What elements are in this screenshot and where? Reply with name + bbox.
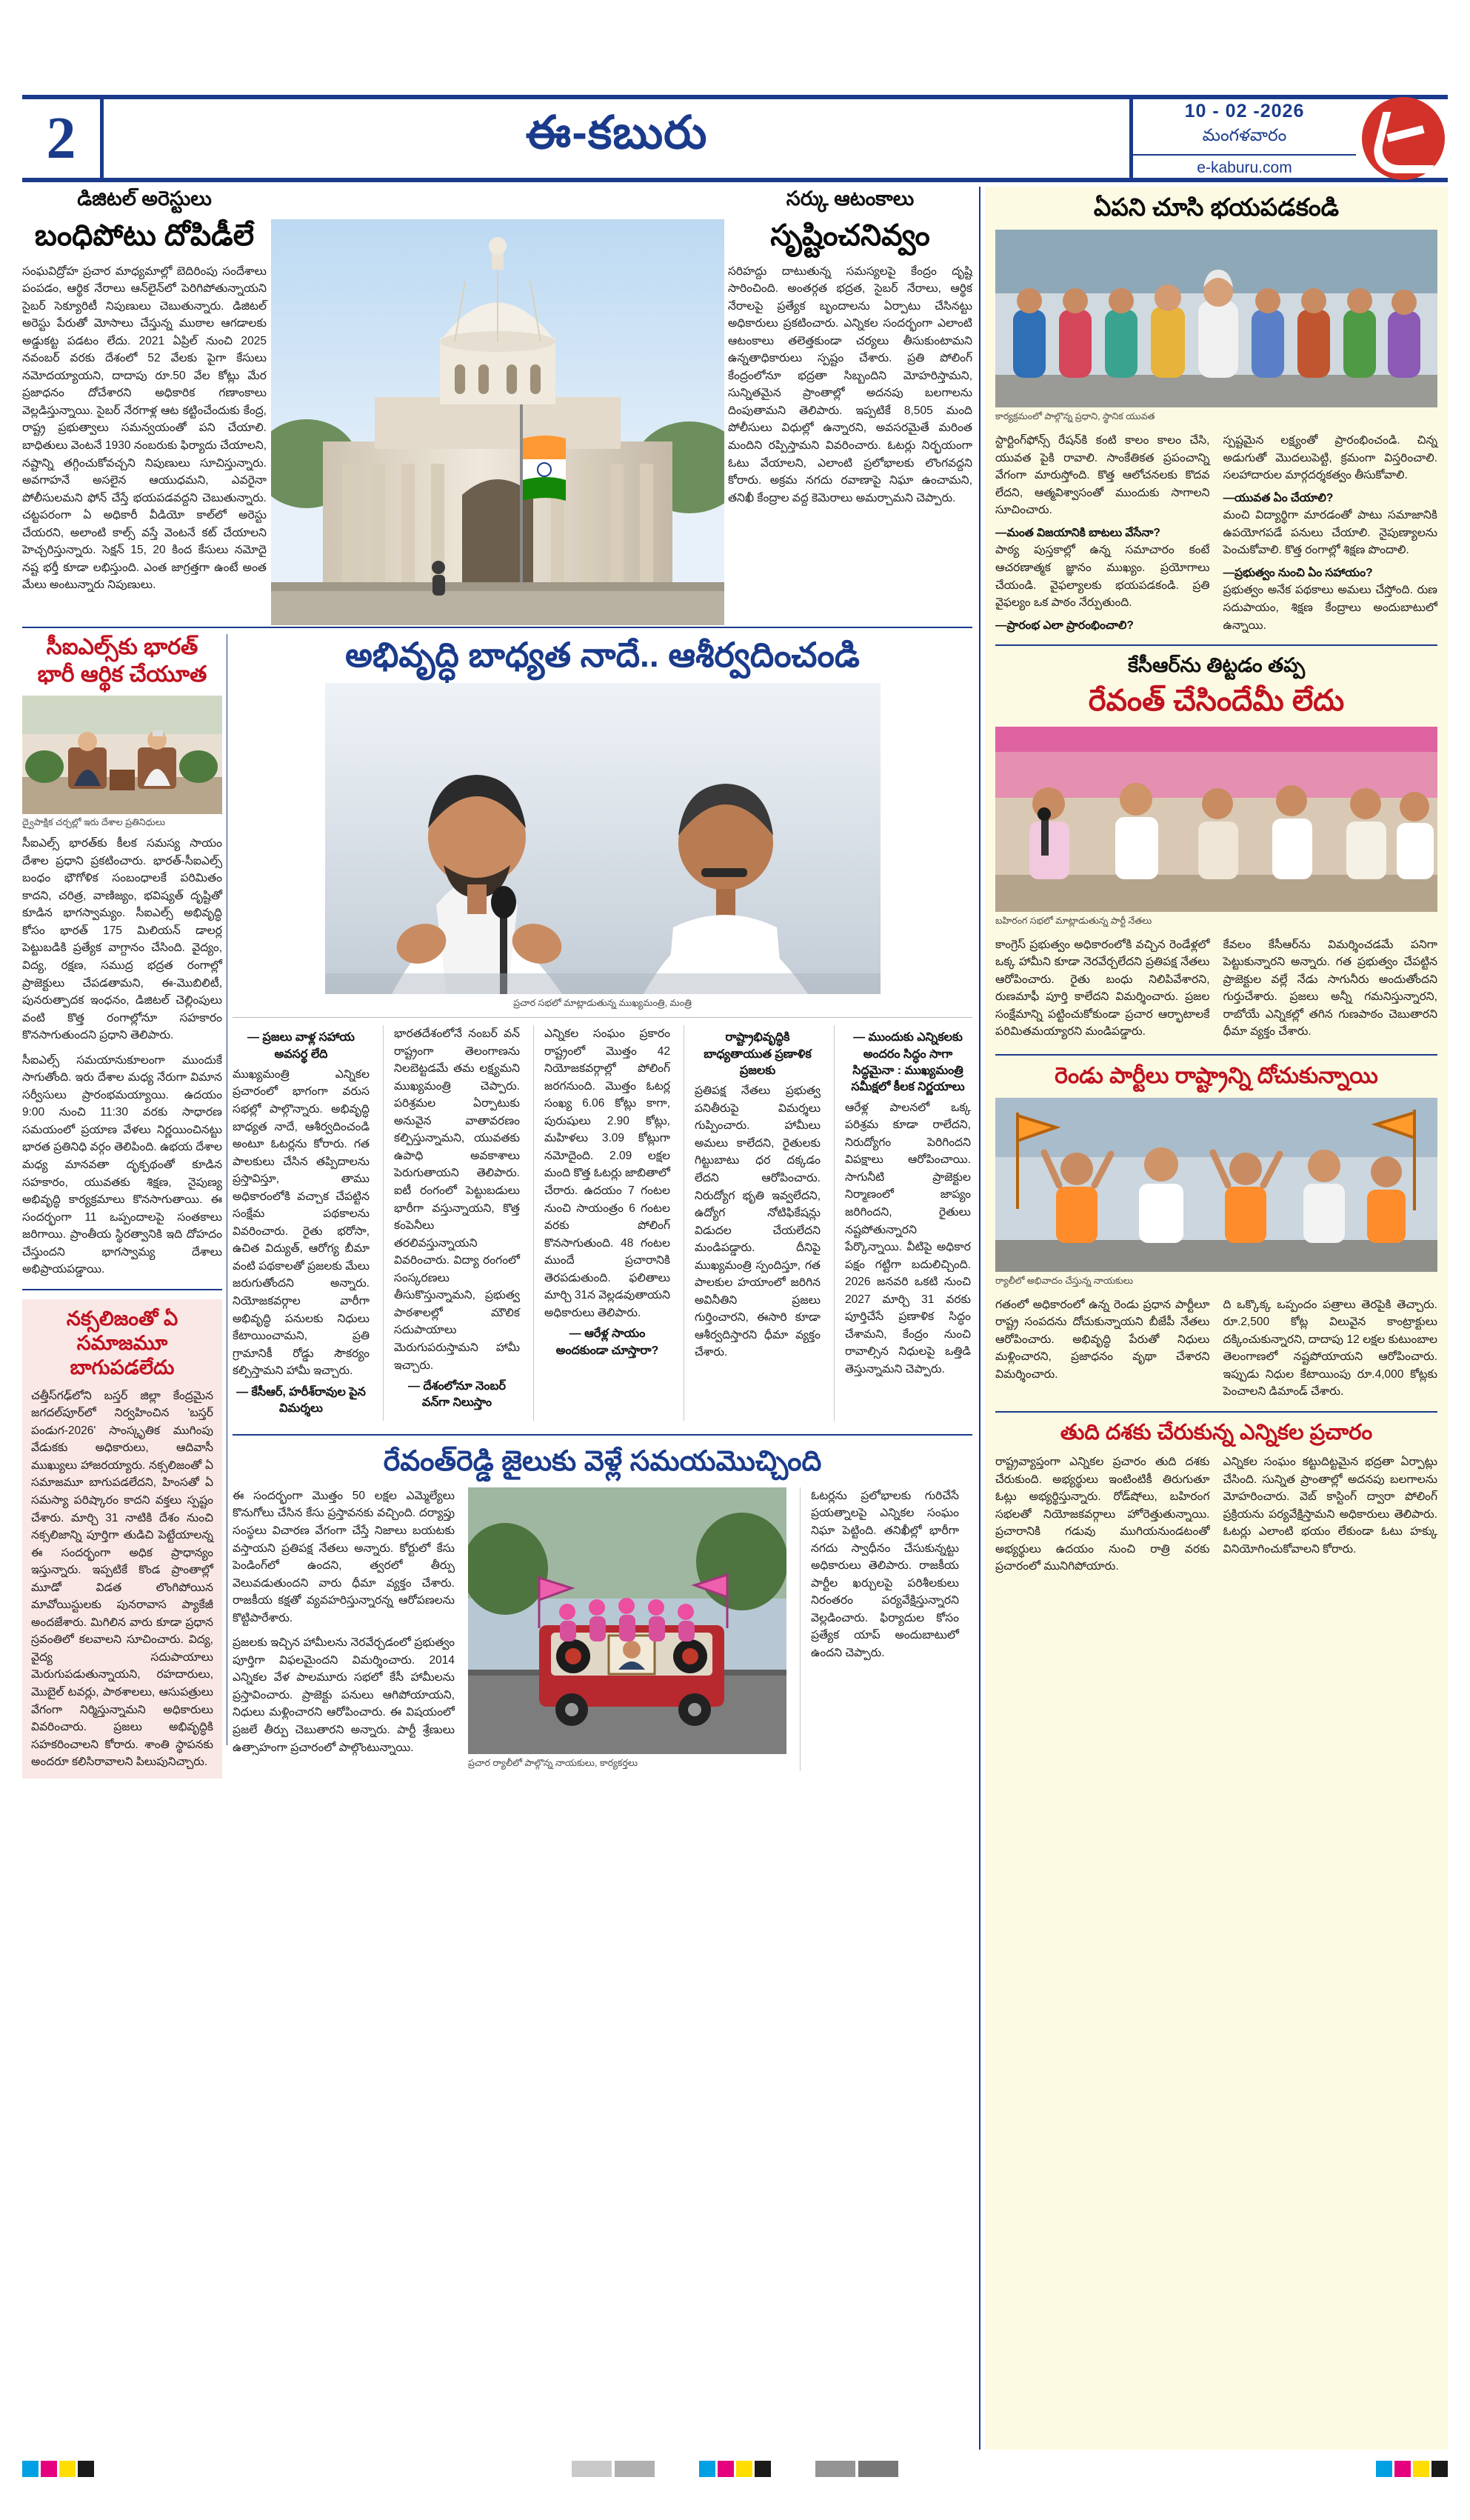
main-sub-4: — ఆరేళ్ల సాయం అందకుండా చూస్తారా? — [555, 1327, 659, 1357]
kcr-kicker: కేసీఆర్‌ను తిట్టడం తప్ప — [1127, 654, 1306, 677]
jail-body-3: ఓటర్లను ప్రలోభాలకు గురిచేసే ప్రయత్నాలపై ఎన్నికల సంఘం నిఘా పెట్టింది. తనిఖీల్లో భారీగా నగదు స్వాధీనం చేసుకున్నట్టు అధికారులు తెలిపారు. రాజకీయ పార్టీల ఖర్చులపై పరిశీలకులు నిరంతరం పర్యవేక్షిస్తున్నారని వెల్లడించారు. ఫిర్యాదుల కోసం ప్రత్యేక యాప్ అందుబాటులో ఉందని చెప్పారు. — [811, 1489, 959, 1659]
digital-arrest-headline: బంధిపోటు దోపిడీలే — [34, 219, 255, 252]
two-parties-body-1: గతంలో అధికారంలో ఉన్న రెండు ప్రధాన పార్టీలూ రాష్ట్ర సంపదను దోచుకున్నాయని బీజేపీ నేతలు ఆరోపించారు. అభివృద్ధి పేరుతో నిధులు మళ్లించారని, ప్రజాధనం వృథా చేశారని విమర్శించారు. — [995, 1298, 1210, 1381]
naxal-body: చత్తీస్‌గఢ్‌లోని బస్తర్ జిల్లా కేంద్రమైన జగదల్‌పూర్‌లో నిర్వహించిన 'బస్తర్ పండుగ-2026' సాంస్కృతిక ముగింపు వేడుకకు అధికారులు, ఆదివాసీ ముఖ్యులు హాజరయ్యారు. నక్సలిజంతో ఏ సమాజమూ బాగుపడలేదని, హింసతో ఏ సమస్యా పరిష్కారం కాదని వక్తలు స్పష్టం చేశారు. మార్చి 31 నాటికి దేశం నుంచి నక్సలిజాన్ని పూర్తిగా తుడిచి పెట్టేయాలన్న ఈ సందర్భంగా అధిక ప్రాధాన్యం ఇస్తున్నారు. ఇప్పటికే కొండ ప్రాంతాల్లో మూడో విడత లొంగిపోయిన మావోయిస్టులకు పునరావాస ప్యాకేజీ అందజేశారు. మిగిలిన వారు కూడా ప్రధాన స్రవంతిలో కలవాలని సూచించారు. విద్య, వైద్య సదుపాయాలు మెరుగుపడుతున్నాయని, రహదారులు, మొబైల్ టవర్లు, పాఠశాలలు, ఆసుపత్రులు వేగంగా నిర్మిస్తున్నామని అధికారులు వివరించారు. ప్రజలు అభివృద్ధికి సహకరించాలని కోరారు. శాంతి స్థాపనకు అందరూ కలిసిరావాలని పిలుపునిచ్చారు. — [31, 1389, 213, 1769]
publication-day: మంగళవారం — [1202, 124, 1287, 144]
top-section — [22, 187, 972, 625]
kcr-criticism-story — [995, 653, 1437, 1044]
divider-main-2 — [233, 1434, 972, 1436]
youth-qa-columns — [995, 432, 1437, 634]
two-parties-photo-caption: ర్యాలీలో అభివాదం చేస్తున్న నాయకులు — [995, 1275, 1133, 1286]
jail-col-1 — [233, 1487, 455, 1771]
naxal-headline-line2: బాగుపడలేదు — [70, 1356, 175, 1379]
public-meeting-photo — [995, 727, 1437, 912]
page-number-box — [22, 99, 104, 178]
divider-right-3 — [995, 1411, 1437, 1413]
civils-headline-line2: భారీ ఆర్థిక చేయూత — [37, 661, 207, 687]
swatch-yellow-3 — [1413, 2461, 1429, 2477]
jail-body-2: ప్రజలకు ఇచ్చిన హామీలను నెరవేర్చడంలో ప్రభుత్వం పూర్తిగా విఫలమైందని విమర్శించారు. 2014 ఎన్నికల వేళ పాలమూరు సభలో కేసీ హామీలను ప్రస్తావించారు. ప్రాజెక్టు పనులు ఆగిపోయాయని, నిధులు మళ్లించారని ఆరోపించారు. ఈ విషయంలో ప్రజలే తీర్పు చెబుతారని అన్నారు. పార్టీ శ్రేణులు ఉత్సాహంగా ప్రచారంలో పాల్గొంటున్నాయి. — [233, 1636, 455, 1754]
kcr-body-1: కాంగ్రెస్ ప్రభుత్వం అధికారంలోకి వచ్చిన రెండేళ్లలో ఒక్క హామీని కూడా నెరవేర్చలేదని ప్రతిపక్ష నేతలు ఆరోపించారు. రైతు బంధు నిలిపివేశారని, రుణమాఫీ పూర్తి కాలేదని విమర్శించారు. ప్రజల సంక్షేమాన్ని పట్టించుకోకుండా ప్రచార ఆర్భాటాలకే పరిమితమయ్యారని మండిపడ్డారు. — [995, 938, 1210, 1039]
main-col-2 — [383, 1025, 520, 1420]
gradient-step-3 — [815, 2461, 855, 2477]
jail-headline: రేవంత్‌రెడ్డి జైలుకు వెళ్లే సమయమొచ్చింది — [383, 1445, 822, 1477]
main-story-caption: ప్రచార సభలో మాట్లాడుతున్న ముఖ్యమంత్రి, మంత్రి — [513, 998, 692, 1009]
main-story-columns — [233, 1025, 972, 1420]
swatch-cyan-2 — [699, 2461, 715, 2477]
jail-body-1: ఈ సందర్భంగా మొత్తం 50 లక్షల ఎమ్మెల్యేలు కొనుగోలు చేసిన కేసు ప్రస్తావనకు వచ్చింది. దర్యాప్తు సంస్థలు విచారణ వేగంగా చేస్తే నిజాలు బయటకు వస్తాయని ప్రతిపక్ష నేతలు అన్నారు. కోర్టులో కేసు పెండింగ్‌లో ఉందని, త్వరలో తీర్పు వెలువడుతుందని వారు ధీమా వ్యక్తం చేశారు. రాజకీయ కక్షతో వ్యవహరిస్తున్నారన్న ఆరోపణలను కొట్టిపారేశారు. — [233, 1489, 455, 1624]
main-col-5 — [834, 1025, 971, 1420]
swoosh-logo-icon — [1362, 97, 1445, 180]
rally-photo — [468, 1487, 786, 1754]
civils-body-1: సీఐఎల్స్ భారత్‌కు కీలక సమస్య సాయం దేశాల ప్రధాని ప్రకటించారు. భారత్-సీఐఎల్స్ బంధం భౌగోళిక సంబంధాలకే పరిమితం కాదని, చరిత్ర, వాణిజ్యం, భవిష్యత్ దృష్టితో కూడిన భాగస్వామ్యం. సీఐఎల్స్ అభివృద్ధి కోసం భారత్ 175 మిలియన్ డాలర్ల పెట్టుబడికి ప్రత్యేక వాగ్దానం చేసింది. వైద్యం, విద్య, రక్షణ, సముద్ర భద్రత రంగాల్లో ప్రాజెక్టులు చేపడతామని, ఈ-మొబిలిటీ, పునరుత్పాదక ఇంధనం, డిజిటల్ చెల్లింపులు వంటి కొత్త రంగాల్లోనూ సహకారం కొనసాగుతుందని ప్రధాని తెలిపారు. — [22, 837, 222, 1042]
swatch-cyan-3 — [1376, 2461, 1392, 2477]
campaign-headline: తుది దశకు చేరుకున్న ఎన్నికల ప్రచారం — [1060, 1420, 1373, 1444]
swatch-black — [78, 2461, 94, 2477]
kcr-body-columns — [995, 936, 1437, 1044]
main-body-2: భారతదేశంలోనే నంబర్ వన్ రాష్ట్రంగా తెలంగాణను నిలబెట్టడమే తమ లక్ష్యమని ముఖ్యమంత్రి చెప్పారు. పరిశ్రమల ఏర్పాటుకు అనువైన వాతావరణం కల్పిస్తున్నామని, యువతకు ఉపాధి అవకాశాలు పెరుగుతాయని తెలిపారు. ఐటీ రంగంలో పెట్టుబడులు భారీగా వస్తున్నాయని, కొత్త కంపెనీలు తరలివస్తున్నాయని వివరించారు. విద్యా రంగంలో సంస్కరణలు తీసుకొస్తున్నామని, ప్రభుత్వ పాఠశాలల్లో మౌలిక సదుపాయాలు మెరుగుపరుస్తామని హామీ ఇచ్చారు. — [394, 1027, 520, 1372]
date-block — [1133, 101, 1362, 177]
swatch-cyan — [22, 2461, 39, 2477]
campaign-final-story — [995, 1420, 1437, 1589]
youth-q2: —ప్రారంభ ఎలా ప్రారంభించాలి? — [995, 619, 1134, 632]
campaign-body-2: ఎన్నికల సంఘం కట్టుదిట్టమైన భద్రతా ఏర్పాట్లు చేసింది. సున్నిత ప్రాంతాల్లో అదనపు బలగాలను మోహరించారు. వెబ్ కాస్టింగ్ ద్వారా పోలింగ్ ప్రక్రియను పర్యవేక్షిస్తామని అధికారులు తెలిపారు. ఓటర్లు ఎలాంటి భయం లేకుండా ఓటు హక్కు వినియోగించుకోవాలని కోరారు. — [1223, 1456, 1437, 1556]
youth-story — [995, 187, 1437, 634]
main-col-4 — [684, 1025, 821, 1420]
main-col-3 — [533, 1025, 670, 1420]
border-security-body: సరిహద్దు దాటుతున్న సమస్యలపై కేంద్రం దృష్టి సారించింది. అంతర్గత భద్రత, సైబర్ నేరాలు, ఆర్థిక నేరాలపై ప్రత్యేక బృందాలను ఏర్పాటు చేసినట్టు అధికారులు ప్రకటించారు. ఎన్నికల సందర్భంగా ఎలాంటి ఆటంకాలు తలెత్తకుండా చర్యలు తీసుకుంటామని ఉన్నతాధికారులు స్పష్టం చేశారు. ప్రతి పోలింగ్ కేంద్రంలోనూ భద్రతా సిబ్బందిని మోహరిస్తామని, సున్నితమైన ప్రాంతాల్లో అదనపు బలగాలను దింపుతామని తెలిపారు. ఇప్పటికే 8,505 మంది పోలీసులు విధుల్లో ఉన్నారని, అవసరమైతే మరింత మందిని రప్పిస్తామని వివరించారు. ఓటర్లు నిర్భయంగా ఓటు వేయాలని, ఎలాంటి ప్రలోభాలకు లొంగవద్దని కోరారు. అక్రమ నగదు రవాణాపై నిఘా ఉంచామని, తనిఖీ కేంద్రాల వద్ద కెమెరాలు అమర్చామని చెప్పారు. — [728, 264, 972, 504]
digital-arrest-kicker: డిజిటల్ అరెస్టులు — [77, 187, 212, 210]
two-parties-headline: రెండు పార్టీలు రాష్ట్రాన్ని దోచుకున్నాయి — [1055, 1063, 1378, 1088]
youth-photo-caption: కార్యక్రమంలో పాల్గొన్న ప్రధాని, స్థానిక యువత — [995, 411, 1155, 422]
main-story-headline: అభివృద్ధి బాధ్యత నాదే.. ఆశీర్వదించండి — [345, 636, 860, 674]
civils-photo-caption: ద్వైపాక్షిక చర్చల్లో ఇరు దేశాల ప్రతినిధులు — [22, 817, 165, 828]
press-meet-illustration — [325, 683, 881, 994]
gradient-bar-left — [572, 2461, 655, 2477]
supreme-court-photo — [271, 219, 724, 625]
main-sub-3: — దేశంలోనూ నెంబర్ వన్‌గా నిలుస్తాం — [408, 1380, 506, 1410]
color-swatches-left — [22, 2461, 94, 2477]
page-number: 2 — [46, 106, 76, 171]
swatch-black-3 — [1431, 2461, 1448, 2477]
campaign-body-1: రాష్ట్రవ్యాప్తంగా ఎన్నికల ప్రచారం తుది దశకు చేరుకుంది. అభ్యర్థులు ఇంటింటికీ తిరుగుతూ ఓట్లు అభ్యర్థిస్తున్నారు. రోడ్‌షోలు, బహిరంగ సభలతో నియోజకవర్గాలు హోరెత్తుతున్నాయి. ప్రచారానికి గడువు ముగియనుండటంతో అభ్యర్థులు ఉదయం నుంచి రాత్రి వరకు ప్రచారంలో మునిగిపోయారు. — [995, 1456, 1210, 1573]
youth-q4: —ప్రభుత్వం నుంచి ఏం సహాయం? — [1223, 567, 1373, 579]
digital-arrest-story — [22, 187, 267, 594]
cm-minister-photo — [325, 683, 881, 994]
publication-date: 10 - 02 -2026 — [1184, 100, 1305, 121]
gradient-bar-right — [815, 2461, 898, 2477]
swatch-yellow-2 — [736, 2461, 752, 2477]
main-col-1 — [233, 1025, 370, 1420]
kcr-photo-caption: బహిరంగ సభలో మాట్లాడుతున్న పార్టీ నేతలు — [995, 915, 1152, 926]
jail-photo-caption: ప్రచార ర్యాలీలో పాల్గొన్న నాయకులు, కార్యకర్తలు — [468, 1757, 638, 1768]
main-body-1: ముఖ్యమంత్రి ఎన్నికల ప్రచారంలో భాగంగా వరుస సభల్లో పాల్గొన్నారు. అభివృద్ధి బాధ్యత నాదే, ఆశీర్వదించండి అంటూ ఓటర్లను కోరారు. గత పాలకులు చేసిన తప్పిదాలను ప్రస్తావిస్తూ, తాము అధికారంలోకి వచ్చాక చేపట్టిన సంక్షేమ పథకాలను వివరించారు. రైతు భరోసా, ఉచిత విద్యుత్, ఆరోగ్య బీమా వంటి పథకాలతో ప్రజలకు మేలు జరుగుతోందని అన్నారు. నియోజకవర్గాల వారీగా అభివృద్ధి పనులకు నిధులు కేటాయించామని, ప్రతి గ్రామానికీ రోడ్డు సౌకర్యం కల్పిస్తామని హామీ ఇచ్చారు. — [233, 1067, 370, 1378]
youth-lead: స్టార్టింగ్‌ఫోన్స్ రేషన్‌కి కంటి కాలం కాలం చేసి, యువత పైకి రావాలి. సాంకేతికత ప్రపంచాన్ని వేగంగా మారుస్తోంది. కొత్త ఆలోచనలకు కొదవ లేదని, ఆత్మవిశ్వాసంతో ముందుకు సాగాలని సూచించారు. — [995, 434, 1210, 517]
two-parties-columns — [995, 1296, 1437, 1401]
youth-headline: ఏపని చూసి భయపడకండి — [1093, 193, 1340, 221]
jail-story-layout — [233, 1487, 972, 1771]
bjp-rally-illustration — [995, 1098, 1437, 1272]
gradient-step-1 — [572, 2461, 612, 2477]
naxal-headline-line1: నక్సలిజంతో ఏ సమాజమూ — [66, 1307, 178, 1354]
gradient-step-2 — [615, 2461, 655, 2477]
divider-main-1 — [233, 1017, 972, 1018]
main-sub-6: — ముందుకు ఎన్నికలకు అందరం సిద్ధం సాగా సిద్ధమైనా : ముఖ్యమంత్రి సమీక్షలో కీలక నిర్ణయాలు — [851, 1031, 965, 1094]
swatch-magenta — [41, 2461, 57, 2477]
youth-q1: —మంత విజయానికి బాటలు వేసేనా? — [995, 526, 1160, 539]
jail-story — [233, 1444, 972, 1771]
youth-a3: మంచి విద్యార్థిగా మారడంతో పాటు సమాజానికి ఉపయోగపడే పనులు చేయాలి. నైపుణ్యాలను పెంచుకోవాలి. కొత్త రంగాల్లో శిక్షణ పొందాలి. — [1223, 509, 1437, 557]
color-swatches-right — [1376, 2461, 1448, 2477]
youth-a1: పాఠ్య పుస్తకాల్లో ఉన్న సమాచారం కంటే ఆచరణాత్మక జ్ఞానం ముఖ్యం. ప్రయోగాలు చేయండి. వైఫల్యాలకు భయపడకండి. ప్రతి వైఫల్యం ఒక పాఠం నేర్పుతుంది. — [995, 544, 1210, 610]
main-body-4: ప్రతిపక్ష నేతలు ప్రభుత్వ పనితీరుపై విమర్శలు గుప్పించారు. హామీలు అమలు కాలేదని, రైతులకు గిట్టుబాటు ధర దక్కడం లేదని ఆరోపించారు. నిరుద్యోగ భృతి ఇవ్వలేదని, ఉద్యోగ నోటిఫికేషన్లు విడుదల చేయలేదని మండిపడ్డారు. దీనిపై ముఖ్యమంత్రి స్పందిస్తూ, గత పాలకుల హయాంలో జరిగిన అవినీతిని ప్రజలు గుర్తించారని, ఈసారి కూడా ఆశీర్వదిస్తారని ధీమా వ్యక్తం చేశారు. — [695, 1084, 821, 1359]
divider-naxal — [22, 1289, 222, 1290]
masthead-right — [1129, 99, 1448, 178]
digital-arrest-body: సంఘవిద్రోహ ప్రచార మాధ్యమాల్లో బెదిరింపు సందేశాలు పంపడం, ఆర్థిక నేరాలు ఆన్‌లైన్‌లో పెరిగిపోతున్నాయని సైబర్ సెక్యూరిటీ నిపుణులు చెబుతున్నారు. డిజిటల్ అరెస్టు పేరుతో మోసాలు చేస్తున్న ముఠాల ఆగడాలకు అడ్డుకట్ట పడటం లేదు. 2021 ఏప్రిల్ నుంచి 2025 నవంబర్ వరకు దేశంలో 52 వేలకు పైగా కేసులు నమోదయ్యాయని, దాదాపు రూ.50 వేల కోట్లు మేర ప్రజాధనం దోచేశారని అధికారిక గణాంకాలు వెల్లడిస్తున్నాయి. సైబర్ నేరగాళ్ల ఆట కట్టించేందుకు కేంద్ర, రాష్ట్ర ప్రభుత్వాలు సమన్వయంతో పని చేయాలి. బాధితులు వెంటనే 1930 నంబరుకు ఫిర్యాదు చేయాలని, నష్టాన్ని తగ్గించుకోవచ్చని నిపుణులు సూచిస్తున్నారు. అవగాహనే అసలైన ఆయుధమని, ఎవరైనా పోలీసులమని ఫోన్ చేస్తే భయపడవద్దని చెబుతున్నారు. చట్టపరంగా ఏ అధికారీ వీడియో కాల్‌లో అరెస్టు చేయరని, అలాంటి కాల్స్ వస్తే వెంటనే కట్ చేయాలని హెచ్చరిస్తున్నారు. సెక్షన్ 15, 20 కింద కేసులు నమోదై నష్ట భర్తీ కూడా లభిస్తుంది. ఎంత జాగ్రత్తగా ఉంటే అంత మేలు అంటున్నారు నిపుణులు. — [22, 264, 267, 592]
campaign-columns — [995, 1453, 1437, 1576]
kcr-headline: రేవంత్ చేసిందేమీ లేదు — [1088, 684, 1345, 717]
jail-col-3 — [800, 1487, 959, 1771]
main-body-3: ఎన్నికల సంఘం ప్రకారం రాష్ట్రంలో మొత్తం 42 నియోజకవర్గాల్లో పోలింగ్ జరగనుంది. మొత్తం ఓటర్ల సంఖ్య 6.06 కోట్లు కాగా, పురుషులు 2.90 కోట్లు, మహిళలు 3.09 కోట్లుగా నమోదైంది. 2.09 లక్షల మంది కొత్త ఓటర్లు జాబితాలో చేరారు. ఉదయం 7 గంటల నుంచి సాయంత్రం 6 గంటల వరకు పోలింగ్ కొనసాగుతుంది. 48 గంటల ముందే ప్రచారానికి తెరపడుతుంది. ఫలితాలు మార్చి 31న వెల్లడవుతాయని అధికారులు తెలిపారు. — [544, 1027, 670, 1319]
gradient-step-4 — [858, 2461, 898, 2477]
masthead-title — [104, 99, 1129, 178]
main-sub-5: రాష్ట్రాభివృద్ధికి బాధ్యతాయుత ప్రణాళిక ప్రజలకు — [704, 1031, 812, 1077]
border-security-headline: సృష్టించనివ్వం — [770, 219, 930, 252]
two-parties-story — [995, 1063, 1437, 1401]
supreme-court-illustration — [271, 219, 724, 625]
print-registration-bar — [22, 2461, 1448, 2486]
main-story-area — [233, 634, 972, 1771]
bjp-rally-photo — [995, 1098, 1437, 1272]
meeting-illustration — [22, 696, 222, 814]
publication-title: ఈ-కబురు — [525, 107, 708, 159]
swatch-black-2 — [755, 2461, 771, 2477]
public-meeting-illustration — [995, 727, 1437, 912]
swatch-magenta-2 — [718, 2461, 734, 2477]
narrow-left-column — [22, 634, 222, 1779]
horizontal-divider-1 — [22, 627, 972, 628]
kcr-body-2: కేవలం కేసీఆర్‌ను విమర్శించడమే పనిగా పెట్టుకున్నారని అన్నారు. గత ప్రభుత్వం చేపట్టిన ప్రాజెక్టుల వల్లే నేడు సాగునీరు అందుతోందని గుర్తుచేశారు. ప్రజలు అన్నీ గమనిస్తున్నారని, రాబోయే ఎన్నికల్లో తగిన గుణపాఠం చెబుతారని ధీమా వ్యక్తం చేశారు. — [1223, 938, 1437, 1039]
bilateral-meeting-photo — [22, 696, 222, 814]
border-security-story — [728, 187, 972, 507]
masthead — [22, 95, 1448, 182]
youth-group-illustration — [995, 230, 1437, 407]
divider-right-1 — [995, 644, 1437, 646]
youth-event-photo — [995, 230, 1437, 407]
naxal-story — [22, 1299, 222, 1779]
jail-photo-wrap — [468, 1487, 786, 1771]
main-sub-2: — కేసీఆర్, హరీశ్‌రావుల పైన విమర్శలు — [236, 1385, 366, 1416]
swatch-yellow — [59, 2461, 76, 2477]
right-column-content — [985, 187, 1448, 1589]
youth-q3: —యువత ఏం చేయాలి? — [1223, 491, 1334, 504]
website-url[interactable]: e-kaburu.com — [1133, 154, 1356, 177]
content-frame — [22, 187, 1448, 2453]
right-section — [985, 187, 1448, 2450]
youth-a2: స్పష్టమైన లక్ష్యంతో ప్రారంభించండి. చిన్న అడుగుతో మొదలుపెట్టి, క్రమంగా విస్తరించాలి. సలహాదారుల మార్గదర్శకత్వం తీసుకోవాలి. — [1223, 434, 1437, 482]
main-sub-1: — ప్రజలు వాళ్ల సహాయ అవసర్థ లేది — [247, 1031, 355, 1061]
column-divider-main — [979, 187, 980, 2450]
divider-right-2 — [995, 1054, 1437, 1056]
two-parties-body-2: ది ఒక్కొక్క ఒప్పందం పత్రాలు తెరపైకి తెచ్చారు. రూ.2,500 కోట్ల విలువైన కాంట్రాక్టులు దక్కించుకున్నారని, దాదాపు 12 లక్షల కుటుంబాల తెలంగాణలో నష్టపోయాయని ఆరోపించారు. ఇప్పుడు నిధుల కేటాయింపు రూ.4,000 కోట్లకు పెంచాలని డిమాండ్ చేశారు. — [1223, 1298, 1437, 1399]
main-body-5: ఆరేళ్ల పాలనలో ఒక్క పరిశ్రమ కూడా రాలేదని, నిరుద్యోగం పెరిగిందని విపక్షాలు ఆరోపించాయి. సాగునీటి ప్రాజెక్టుల నిర్మాణంలో జాప్యం జరిగిందని, రైతులు నష్టపోతున్నారని పేర్కొన్నాయి. వీటిపై అధికార పక్షం గట్టిగా బదులిచ్చింది. 2026 జనవరి ఒకటి నుంచి 2027 మార్చి 31 వరకు పూర్తిచేసే ప్రణాళిక సిద్ధం చేశామని, కేంద్రం నుంచి రావాల్సిన నిధులపై ఒత్తిడి తెస్తున్నామని చెప్పారు. — [845, 1101, 971, 1376]
swatch-magenta-3 — [1394, 2461, 1411, 2477]
color-swatches-mid — [699, 2461, 771, 2477]
youth-a4: ప్రభుత్వం అనేక పథకాలు అమలు చేస్తోంది. రుణ సదుపాయం, శిక్షణ కేంద్రాలు అందుబాటులో ఉన్నాయి. — [1223, 584, 1437, 632]
rally-illustration — [468, 1487, 786, 1754]
civils-body-2: సీఐఎల్స్ సమయానుకూలంగా ముందుకే సాగుతోంది. ఇరు దేశాల మధ్య నేరుగా విమాన సర్వీసులు ప్రారంభమయ్యాయి. ఉదయం 9:00 నుంచి 11:30 వరకు సాధారణ సమయంలో ప్రయాణ వేళలు నిర్ణయించినట్టు భారత ప్రతినిధి వర్గం తెలిపింది. ఉభయ దేశాల మధ్య మానవతా దృక్పథంతో కూడిన సహకారం, యువతకు శిక్షణ, నైపుణ్య అభివృద్ధి కార్యక్రమాలు కొనసాగుతాయి. ఈ సందర్భంగా 11 ఒప్పందాలపై సంతకాలు జరిగాయి. ప్రాంతీయ స్థిరత్వానికి ఇది దోహదం చేస్తుందని భాగస్వామ్య దేశాలు అభిప్రాయపడ్డాయి. — [22, 1053, 222, 1276]
civils-headline-line1: సీఐఎల్స్‌కు భారత్ — [46, 635, 198, 659]
border-security-kicker: సర్కు ఆటంకాలు — [786, 187, 915, 210]
